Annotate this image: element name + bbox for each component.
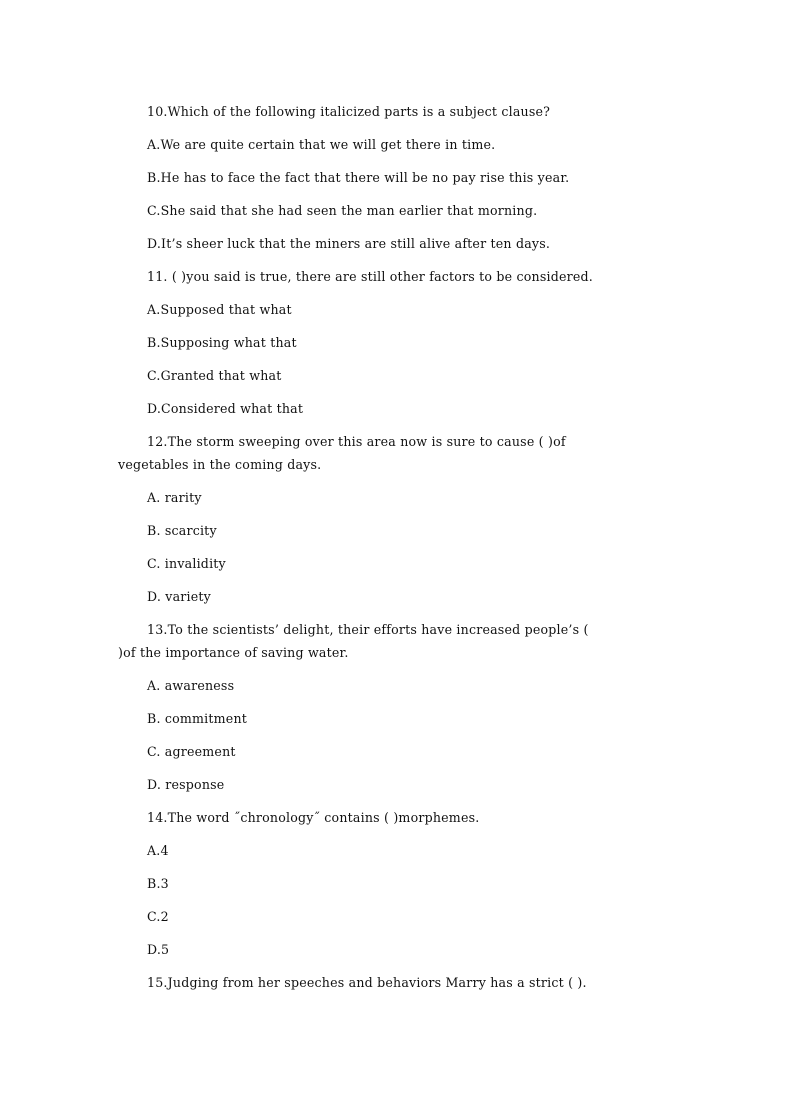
question-13-option-d: D. response xyxy=(147,777,225,792)
question-12-stem-line2: vegetables in the coming days. xyxy=(118,457,322,472)
question-12-option-d: D. variety xyxy=(147,589,211,604)
question-13-option-b: B. commitment xyxy=(147,711,248,726)
question-11-option-b: B.Supposing what that xyxy=(147,335,297,350)
question-10-option-b: B.He has to face the fact that there will be no pay rise this year. xyxy=(147,170,570,185)
question-10-option-a: A.We are quite certain that we will get there in time. xyxy=(147,137,496,152)
question-14-option-d: D.5 xyxy=(147,942,170,957)
question-13-option-a: A. awareness xyxy=(147,678,235,693)
question-13-option-c: C. agreement xyxy=(147,744,236,759)
question-11-option-d: D.Considered what that xyxy=(147,401,304,416)
question-14-option-c: C.2 xyxy=(147,909,169,924)
question-11-option-c: C.Granted that what xyxy=(147,368,282,383)
question-14-stem: 14.The word ˝chronology˝ contains ( )morphemes. xyxy=(147,810,480,825)
question-12-option-b: B. scarcity xyxy=(147,523,217,538)
question-10-stem: 10.Which of the following italicized parts is a subject clause? xyxy=(147,104,551,119)
question-10-option-d: D.It’s sheer luck that the miners are still alive after ten days. xyxy=(147,236,551,251)
question-14-option-a: A.4 xyxy=(147,843,169,858)
question-15-stem: 15.Judging from her speeches and behaviors Marry has a strict ( ). xyxy=(147,975,587,990)
question-11-stem: 11. ( )you said is true, there are still other factors to be considered. xyxy=(147,269,594,284)
question-13-stem-line2: )of the importance of saving water. xyxy=(118,645,349,660)
question-11-option-a: A.Supposed that what xyxy=(147,302,292,317)
question-12-option-a: A. rarity xyxy=(147,490,202,505)
question-10-option-c: C.She said that she had seen the man earlier that morning. xyxy=(147,203,538,218)
question-13-stem-line1: 13.To the scientists’ delight, their efforts have increased people’s ( xyxy=(147,622,589,637)
question-12-stem-line1: 12.The storm sweeping over this area now is sure to cause ( )of xyxy=(147,434,566,449)
question-14-option-b: B.3 xyxy=(147,876,169,891)
question-12-option-c: C. invalidity xyxy=(147,556,226,571)
